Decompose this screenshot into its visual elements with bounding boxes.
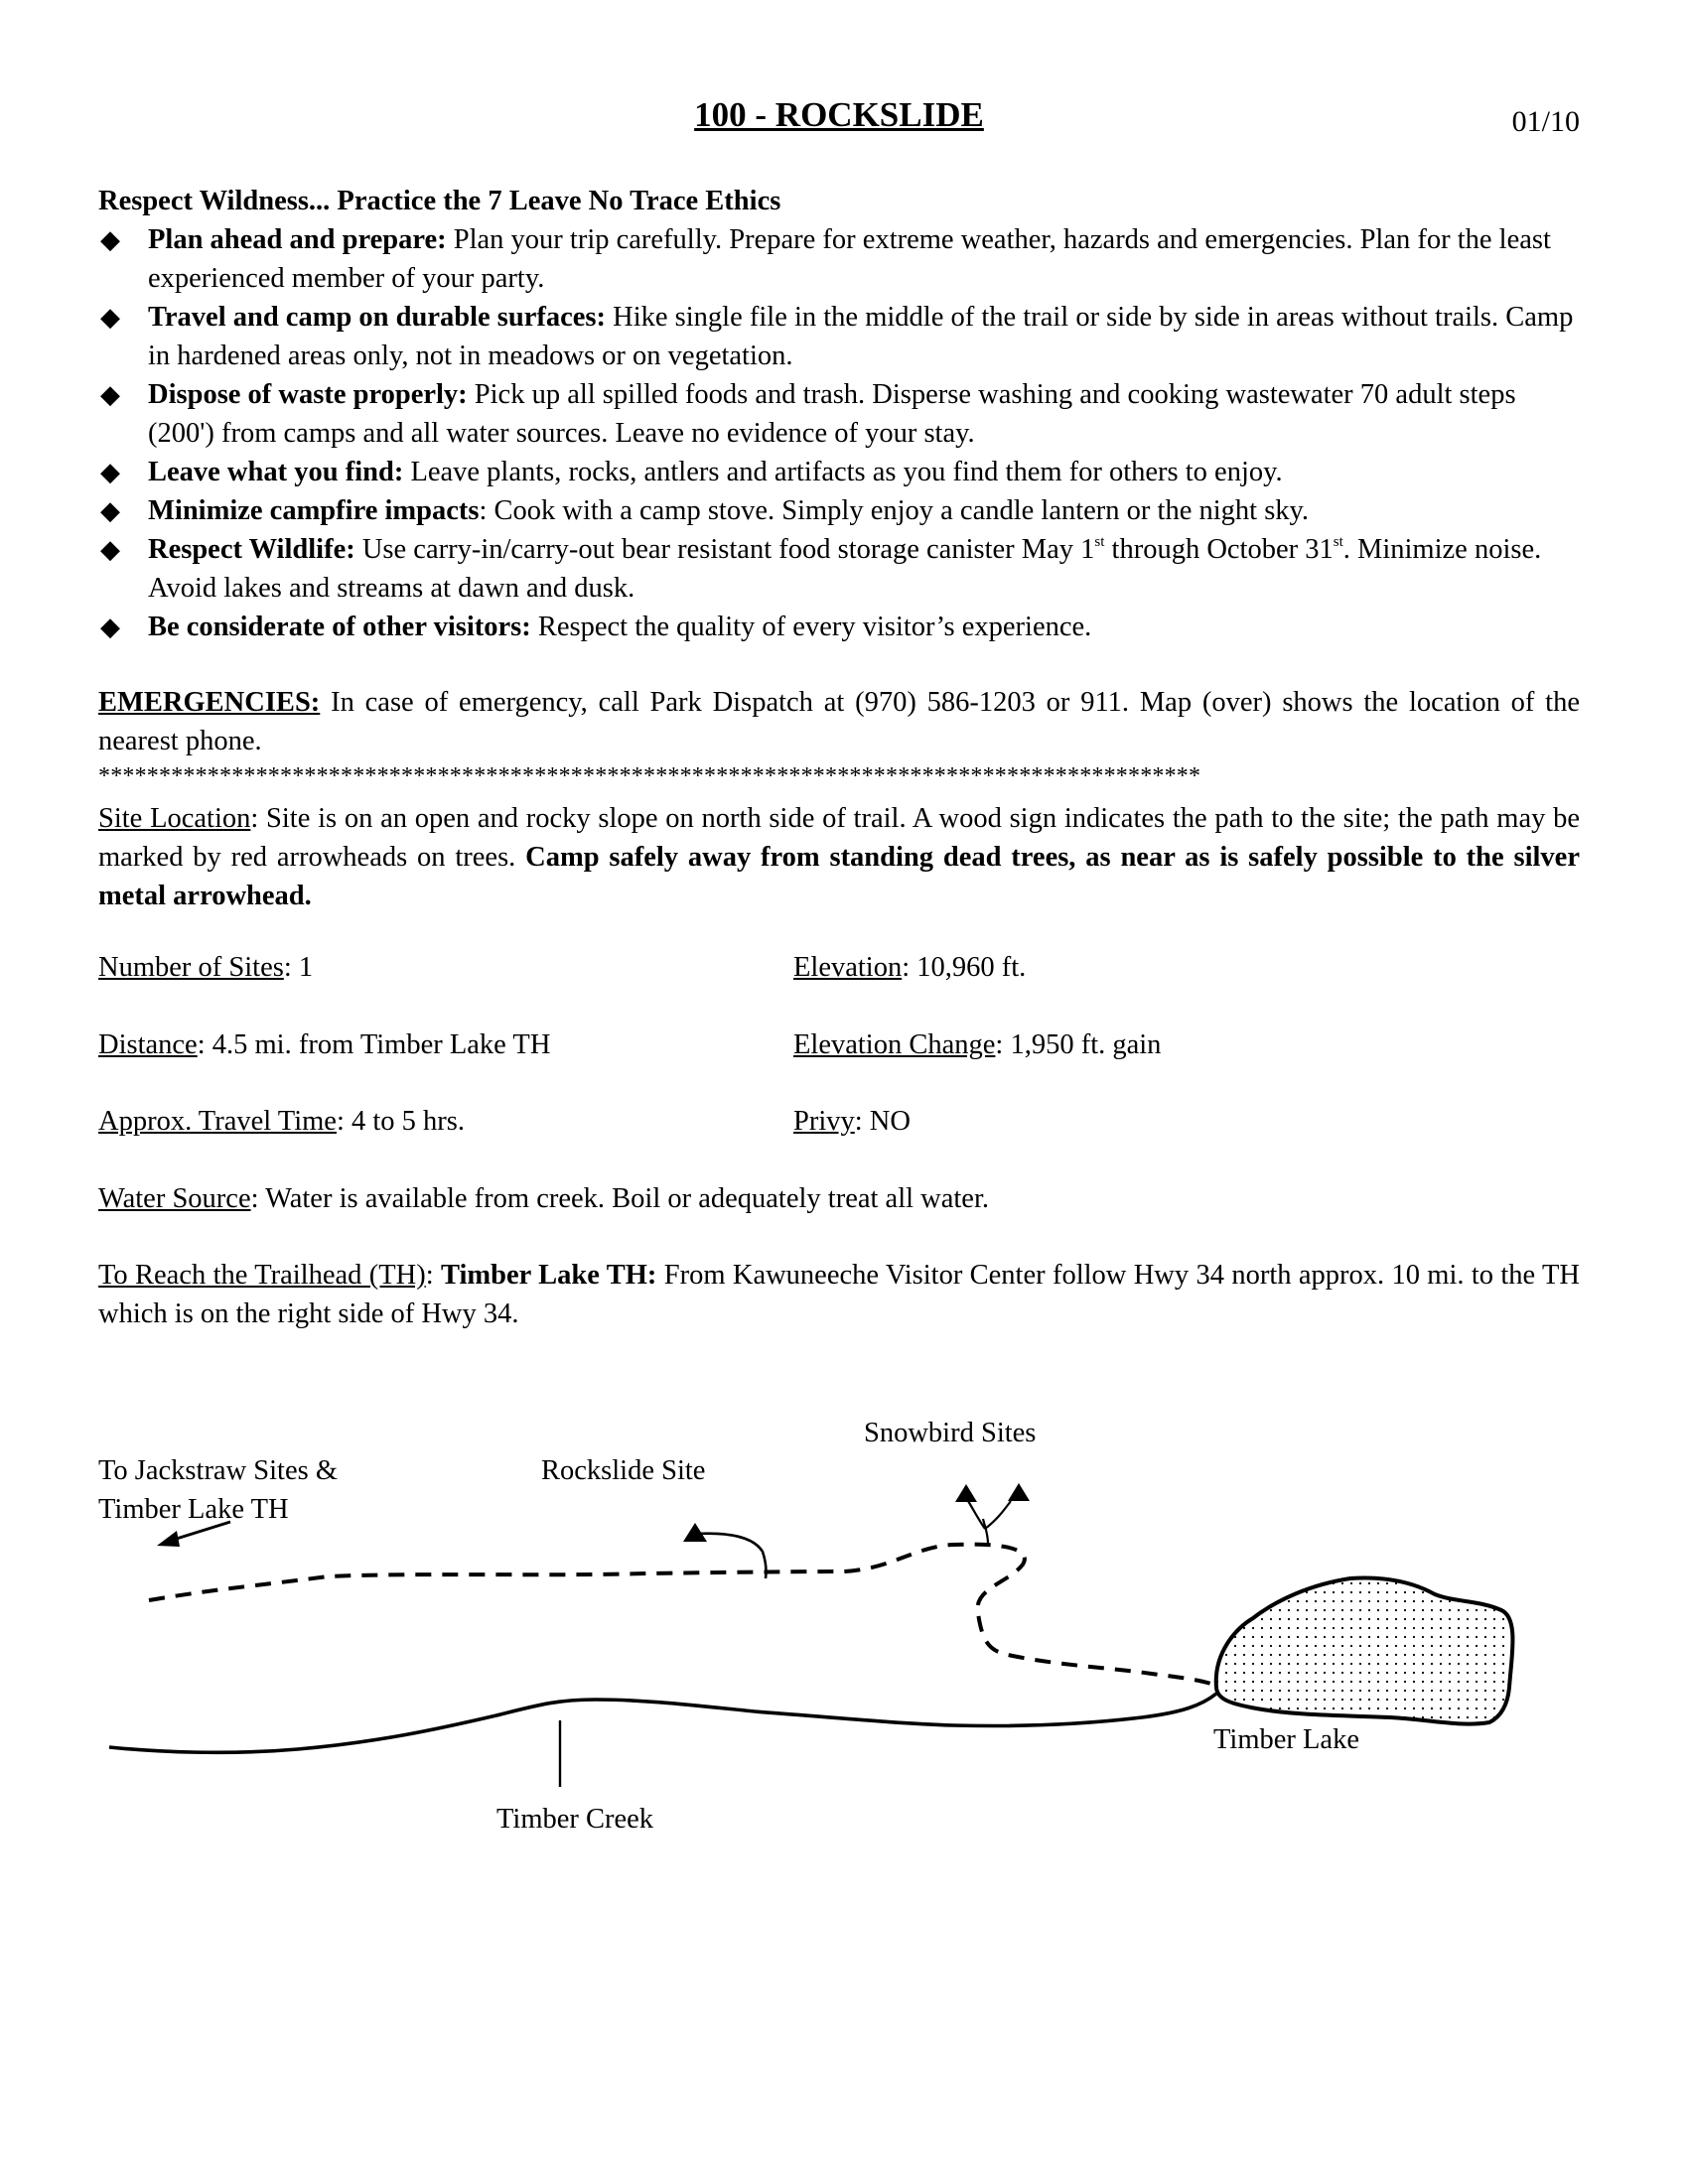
field-label: Water Source xyxy=(98,1183,251,1214)
ethic-title: Plan ahead and prepare: xyxy=(148,224,447,255)
field-value: : Water is available from creek. Boil or adequately treat all water. xyxy=(250,1183,990,1214)
ethic-text: through October 31 xyxy=(1104,534,1334,565)
diamond-bullet-icon: ◆ xyxy=(100,458,120,486)
ethic-title: Minimize campfire impacts xyxy=(148,495,480,526)
emergencies-label: EMERGENCIES: xyxy=(98,687,321,718)
diamond-bullet-icon: ◆ xyxy=(100,225,120,254)
map-label-jackstraw: To Jackstraw Sites & xyxy=(98,1455,339,1486)
ethic-title: Dispose of waste properly: xyxy=(148,379,468,410)
diamond-bullet-icon: ◆ xyxy=(100,535,120,564)
field-value: : 4 to 5 hrs. xyxy=(336,1106,465,1137)
ethic-text: Leave plants, rocks, antlers and artifacts as you find them for others to enjoy. xyxy=(403,457,1283,487)
site-location-warning: Camp safely away from standing dead trees, as near as is safely possible to the silver metal arrowhead. xyxy=(98,842,1580,911)
ethic-text: Plan your trip carefully. Prepare for extreme weather, hazards and emergencies. Plan for the least experienced member of your party. xyxy=(148,224,1551,294)
field-value: : 1,950 ft. gain xyxy=(995,1029,1162,1060)
field-value: : 10,960 ft. xyxy=(902,952,1027,983)
diamond-bullet-icon: ◆ xyxy=(100,303,120,332)
ordinal-suffix: st xyxy=(1094,534,1105,550)
diamond-bullet-icon: ◆ xyxy=(100,496,120,525)
trailhead-text: From Kawuneeche Visitor Center follow Hwy 34 north approx. 10 mi. to the TH which is on the right side of Hwy 34. xyxy=(98,1260,1581,1329)
emergencies-text: In case of emergency, call Park Dispatch at (970) 586-1203 or 911. Map (over) shows the location of the nearest phone. xyxy=(98,687,1580,756)
site-location-label: Site Location xyxy=(98,803,251,834)
ordinal-suffix: st xyxy=(1333,534,1343,550)
ethic-text: Hike single file in the middle of the trail or side by side in areas without trails. Camp in hardened areas only, not in meadows or on vegetation. xyxy=(148,302,1574,371)
site-location-text: : Site is on an open and rocky slope on north side of trail. A wood sign indicates the path to the site; the path may be marked by red arrowheads on trees. xyxy=(98,803,1580,873)
ethic-text: Pick up all spilled foods and trash. Disperse washing and cooking wastewater 70 adult steps (200') from camps and all water sources. Leave no evidence of your stay. xyxy=(148,379,1516,449)
ethic-title: Be considerate of other visitors: xyxy=(148,612,531,642)
field-value: : 1 xyxy=(283,952,314,983)
field-label: Approx. Travel Time xyxy=(98,1106,337,1137)
snowbird-site-icon xyxy=(1008,1483,1030,1501)
ethic-title: Travel and camp on durable surfaces: xyxy=(148,302,607,333)
ethic-text: Use carry-in/carry-out bear resistant food storage canister May 1 xyxy=(354,534,1095,565)
field-value: : 4.5 mi. from Timber Lake TH xyxy=(197,1029,551,1060)
ethic-title: Respect Wildlife: xyxy=(148,534,355,565)
snowbird-spur-path xyxy=(968,1501,1011,1544)
page-number: 01/10 xyxy=(1511,105,1580,138)
field-label: Number of Sites xyxy=(98,952,284,983)
ethic-text: Respect the quality of every visitor’s experience. xyxy=(530,612,1092,642)
snowbird-site-icon xyxy=(955,1484,977,1502)
map-label-timber-creek: Timber Creek xyxy=(496,1804,654,1835)
trail-path xyxy=(149,1545,1216,1686)
field-value: : NO xyxy=(854,1106,911,1137)
map-label-snowbird: Snowbird Sites xyxy=(864,1418,1037,1448)
diamond-bullet-icon: ◆ xyxy=(100,380,120,409)
ethic-text: . Minimize noise. Avoid lakes and streams at dawn and dusk. xyxy=(148,534,1542,604)
ethic-title: Leave what you find: xyxy=(148,457,404,487)
trailhead-name: Timber Lake TH: xyxy=(441,1260,657,1291)
ethic-text: : Cook with a camp stove. Simply enjoy a candle lantern or the night sky. xyxy=(479,495,1310,526)
map-label-jackstraw-th: Timber Lake TH xyxy=(98,1494,289,1525)
map-label-timber-lake: Timber Lake xyxy=(1213,1724,1359,1755)
trailhead-colon: : xyxy=(425,1260,441,1291)
diamond-bullet-icon: ◆ xyxy=(100,613,120,641)
field-label: Elevation xyxy=(793,952,903,983)
separator-line: ******************************************************************************************* xyxy=(98,763,1201,789)
timber-lake-shape xyxy=(1216,1578,1513,1724)
field-label: Distance xyxy=(98,1029,198,1060)
field-label: Elevation Change xyxy=(793,1029,996,1060)
timber-creek-line xyxy=(109,1694,1216,1752)
lnt-heading: Respect Wildness... Practice the 7 Leave No Trace Ethics xyxy=(98,186,781,216)
field-label: Privy xyxy=(793,1106,855,1137)
page-title: 100 - ROCKSLIDE xyxy=(694,95,984,134)
map-label-rockslide: Rockslide Site xyxy=(541,1455,706,1486)
trailhead-label: To Reach the Trailhead (TH) xyxy=(98,1260,426,1291)
